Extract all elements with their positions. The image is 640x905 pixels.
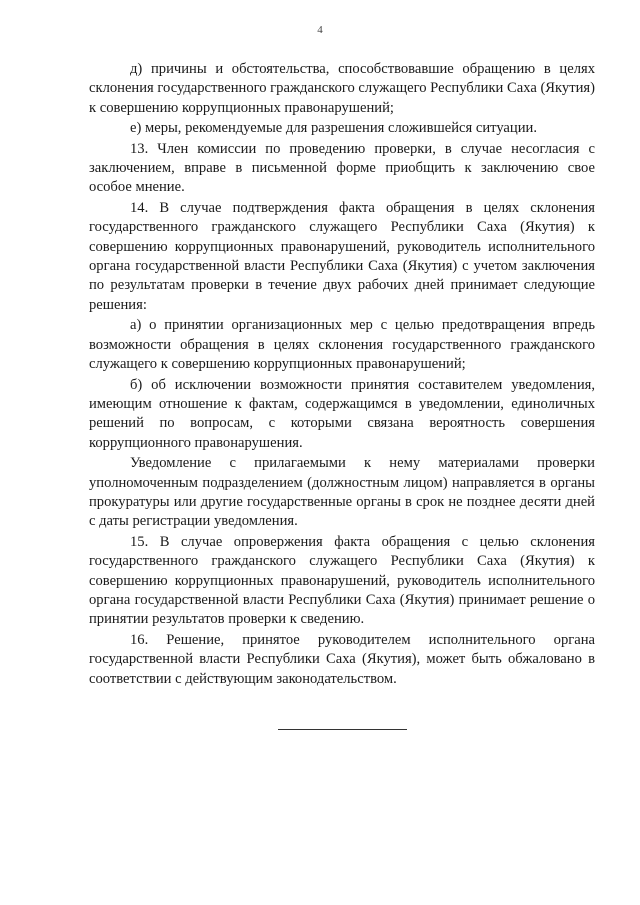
end-divider-line [278, 729, 407, 730]
paragraph-item-d: д) причины и обстоятельства, способствовавшие обращению в целях склонения государственного гражданского служащего Республики Саха (Якутия) к совершению коррупционных правонарушений; [89, 61, 595, 116]
paragraph-13: 13. Член комиссии по проведению проверки, в случае несогласия с заключением, вправе в письменной форме приобщить к заключению свое особое мнение. [89, 140, 595, 196]
paragraph-14-item-b: б) об исключении возможности принятия составителем уведомления, имеющим отношение к фактам, содержащимся в уведомлении, единоличных решений по вопросам, с которыми связана вероятность совершения коррупционного правонарушения. [89, 376, 595, 451]
paragraph-14: 14. В случае подтверждения факта обращения в целях склонения государственного гражданского служащего Республики Саха (Якутия) к совершению коррупционных правонарушений, руководитель исполнительного органа государственной власти Республики Саха (Якутия) с учетом заключения по результатам проверки в течение двух рабочих дней принимает следующие решения: [89, 199, 595, 313]
paragraph-notification: Уведомление с прилагаемыми к нему материалами проверки уполномоченным подразделением (должностным лицом) направляется в органы прокуратуры или другие государственные органы в срок не позднее десяти дней с даты регистрации уведомления. [89, 455, 595, 530]
paragraph-15: 15. В случае опровержения факта обращения с целью склонения государственного гражданского служащего Республики Саха (Якутия) к совершению коррупционных правонарушений, руководитель исполнительного органа государственной власти Республики Саха (Якутия) принимает решение о принятии результатов проверки к сведению. [89, 533, 595, 628]
page-number: 4 [317, 24, 323, 36]
paragraph-16: 16. Решение, принятое руководителем исполнительного органа государственной власти Республики Саха (Якутия), может быть обжаловано в соответствии с действующим законодательством. [89, 631, 595, 687]
document-body [89, 60, 595, 689]
paragraph-14-item-a: а) о принятии организационных мер с целью предотвращения впредь возможности обращения в целях склонения государственного гражданского служащего к совершению коррупционных правонарушений; [89, 317, 595, 373]
paragraph-item-e: е) меры, рекомендуемые для разрешения сложившейся ситуации. [130, 120, 537, 137]
